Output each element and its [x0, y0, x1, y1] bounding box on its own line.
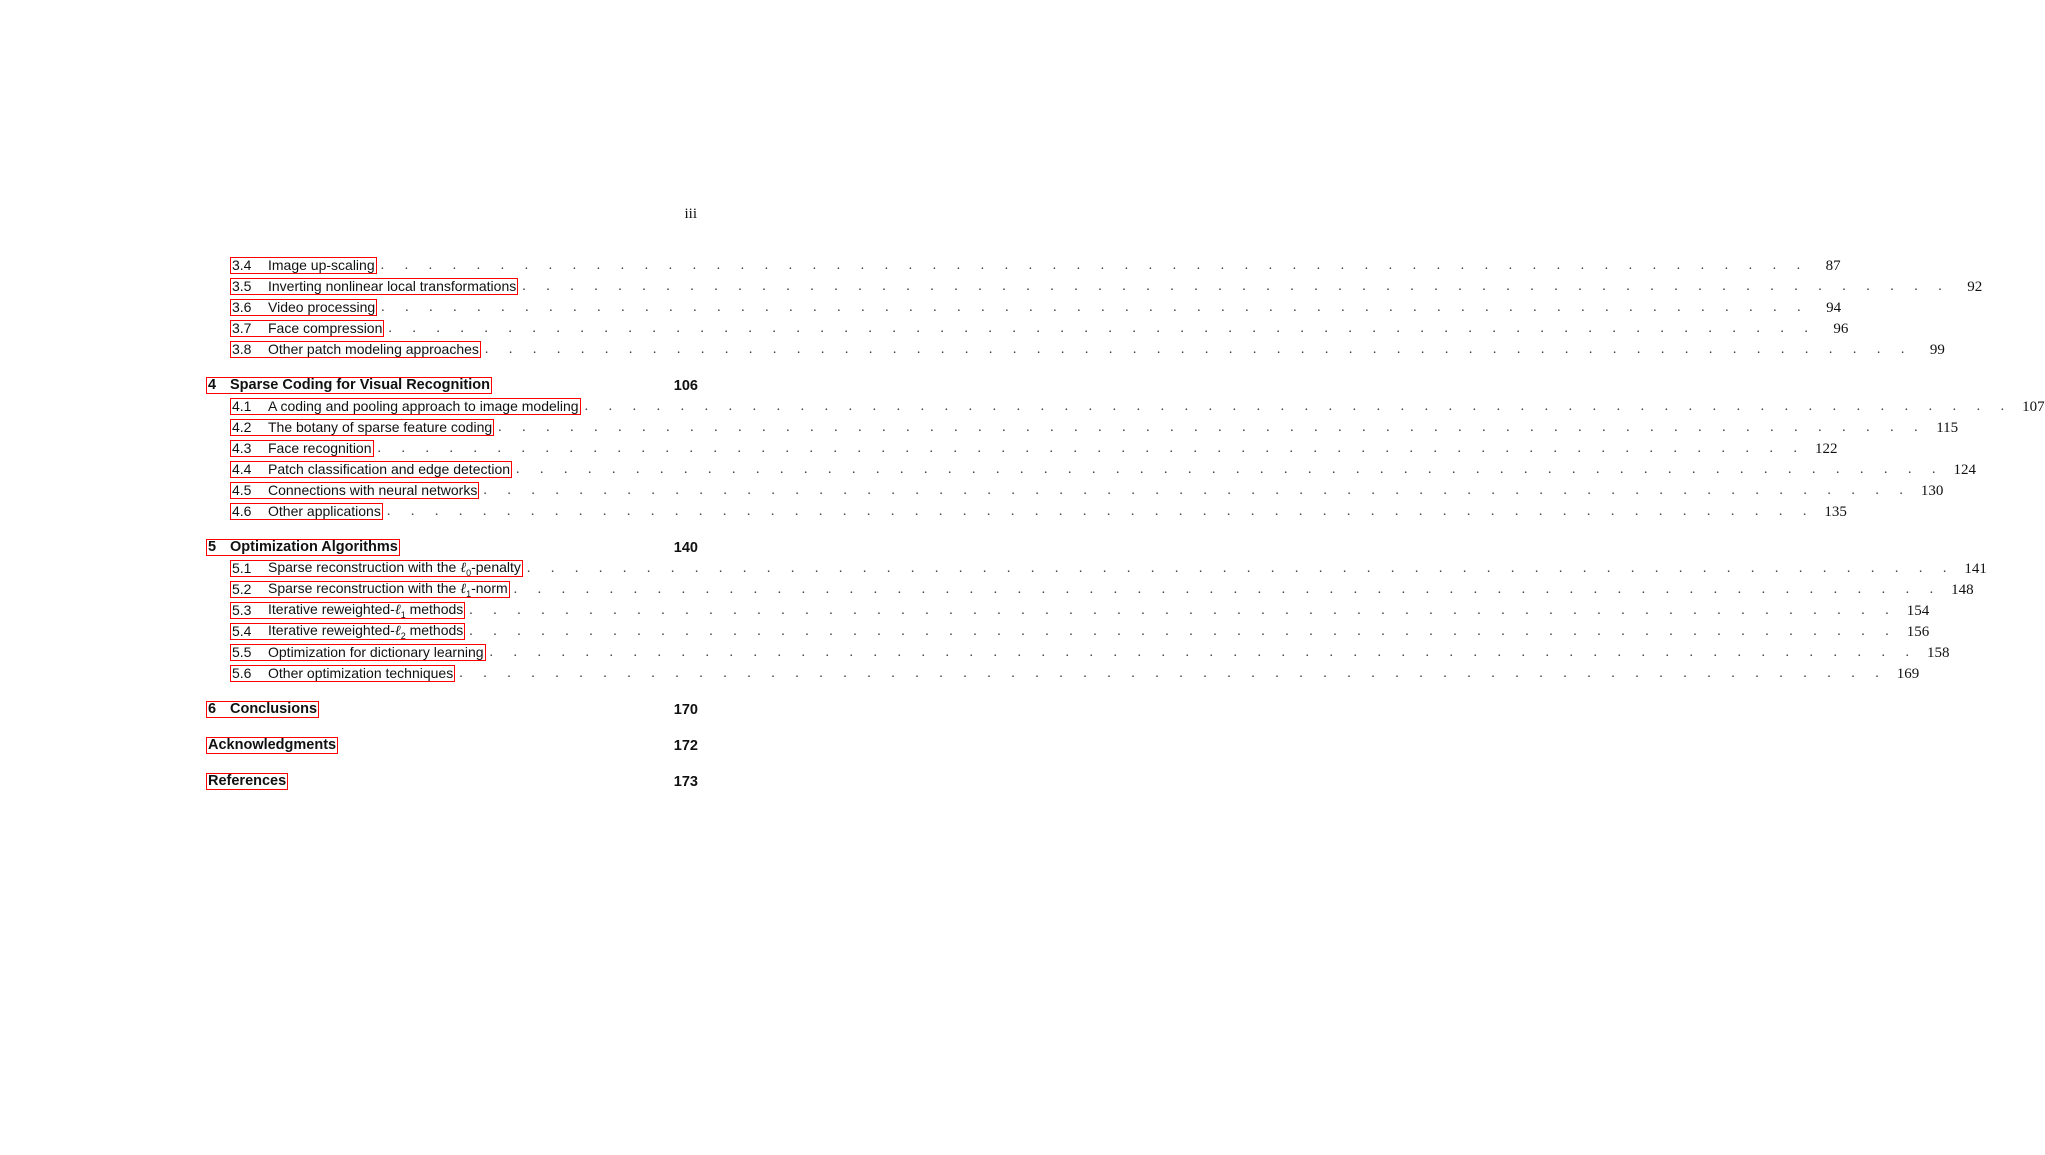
toc-entry-title-part: Sparse reconstruction with the: [268, 559, 461, 575]
toc-page-number: 87: [1825, 258, 1841, 274]
toc-entry-number: 3.4: [232, 257, 252, 273]
toc-entry-title: A coding and pooling approach to image modeling: [268, 398, 579, 414]
toc-chapter-entry: [208, 697, 698, 718]
toc-section-entry: [208, 394, 2045, 415]
toc-page-number: 172: [673, 738, 698, 754]
toc-page-number: 173: [673, 774, 698, 790]
toc-link[interactable]: [230, 278, 518, 295]
toc-page-number: 96: [1833, 321, 1849, 337]
toc-entry-title-part: Iterative reweighted-: [268, 601, 395, 617]
toc-entry-title: Video processing: [268, 299, 376, 315]
toc-section-entry: [208, 415, 1959, 436]
toc-entry-title: Optimization for dictionary learning: [268, 644, 484, 660]
toc-link[interactable]: [230, 644, 486, 661]
dot-leader: . . . . . . . . . . . . . . . . . . . . . . . . . . . . . . . . . . . . . . . . . . . . . . . . . . . . . . . . . . . .: [516, 462, 1945, 477]
toc-section-entry: [208, 337, 1945, 358]
toc-link[interactable]: [230, 419, 494, 436]
toc-entry-title: [268, 601, 463, 618]
toc-page-number: 124: [1953, 462, 1977, 478]
dot-leader: . . . . . . . . . . . . . . . . . . . . . . . . . . . . . . . . . . . . . . . . . . . . . . . . . . . . . . . . . . . .: [381, 300, 1810, 315]
toc-link[interactable]: [206, 539, 400, 556]
toc-entry-title: [268, 559, 521, 576]
toc-page-number: 148: [1951, 582, 1974, 598]
toc-entry-title: Acknowledgments: [208, 737, 337, 753]
math-subscript: 0: [466, 567, 472, 578]
dot-leader: . . . . . . . . . . . . . . . . . . . . . . . . . . . . . . . . . . . . . . . . . . . . . . . . . . . . . . . . . . . .: [388, 321, 1817, 336]
toc-link[interactable]: [206, 737, 338, 754]
toc-section-entry: [208, 436, 1838, 457]
toc-page-number: 169: [1896, 666, 1920, 682]
toc-link[interactable]: [230, 299, 377, 316]
toc-entry-title-part: -norm: [471, 580, 508, 596]
toc-entry-number: 6: [208, 701, 217, 717]
toc-entry-number: 3.7: [232, 320, 252, 336]
math-subscript: 1: [400, 609, 406, 620]
toc-entry-title: [268, 580, 508, 597]
math-ell-symbol: ℓ: [394, 623, 401, 639]
toc-entry-number: 3.5: [232, 278, 252, 294]
toc-link[interactable]: [230, 482, 479, 499]
toc-section-entry: [208, 274, 1983, 295]
toc-entry-number: 4.3: [232, 440, 252, 456]
table-of-contents: [208, 253, 2045, 790]
toc-link[interactable]: [230, 320, 384, 337]
dot-leader: . . . . . . . . . . . . . . . . . . . . . . . . . . . . . . . . . . . . . . . . . . . . . . . . . . . . . . . . . . . .: [522, 279, 1951, 294]
dot-leader: . . . . . . . . . . . . . . . . . . . . . . . . . . . . . . . . . . . . . . . . . . . . . . . . . . . . . . . . . . . .: [584, 399, 2013, 414]
toc-section-entry: [208, 556, 1987, 578]
toc-section-entry: [208, 478, 1944, 499]
toc-section-entry: [208, 661, 1920, 682]
toc-page-number: 158: [1927, 645, 1950, 661]
toc-link[interactable]: [230, 560, 523, 577]
math-ell-symbol: ℓ: [394, 602, 401, 618]
toc-link[interactable]: [230, 503, 383, 520]
toc-page-number: 135: [1824, 504, 1847, 520]
toc-page-number: 130: [1920, 483, 1944, 499]
toc-entry-number: 5.2: [232, 581, 252, 597]
toc-page-number: 107: [2022, 399, 2045, 415]
toc-entry-title: Optimization Algorithms: [230, 539, 398, 555]
dot-leader: . . . . . . . . . . . . . . . . . . . . . . . . . . . . . . . . . . . . . . . . . . . . . . . . . . . . . . . . . . . .: [386, 504, 1815, 519]
toc-entry-title: Conclusions: [230, 701, 318, 717]
toc-entry-number: 4.1: [232, 398, 252, 414]
toc-page-number: 122: [1815, 441, 1838, 457]
toc-entry-number: 4: [208, 377, 217, 393]
dot-leader: . . . . . . . . . . . . . . . . . . . . . . . . . . . . . . . . . . . . . . . . . . . . . . . . . . . . . . . . . . . .: [513, 582, 1942, 597]
toc-link[interactable]: [230, 602, 465, 619]
toc-section-entry: [208, 577, 1974, 599]
toc-entry-number: 5.3: [232, 602, 252, 618]
math-ell-symbol: ℓ: [460, 560, 467, 576]
toc-entry-number: 5.5: [232, 644, 252, 660]
toc-page-number: 141: [1964, 561, 1987, 577]
toc-link[interactable]: [206, 377, 492, 394]
toc-entry-number: 4.5: [232, 482, 252, 498]
toc-page-number: 94: [1826, 300, 1842, 316]
toc-section-entry: [208, 598, 1930, 620]
toc-section-entry: [208, 640, 1950, 661]
dot-leader: . . . . . . . . . . . . . . . . . . . . . . . . . . . . . . . . . . . . . . . . . . . . . . . . . . . . . . . . . . . .: [484, 342, 1913, 357]
toc-entry-title-part: -penalty: [471, 559, 521, 575]
toc-entry-number: 5: [208, 539, 217, 555]
dot-leader: . . . . . . . . . . . . . . . . . . . . . . . . . . . . . . . . . . . . . . . . . . . . . . . . . . . . . . . . . . . .: [380, 258, 1809, 273]
toc-section-entry: [208, 253, 1841, 274]
toc-section-entry: [208, 295, 1842, 316]
page-number: iii: [684, 206, 697, 222]
toc-entry-title: Other applications: [268, 503, 381, 519]
dot-leader: . . . . . . . . . . . . . . . . . . . . . . . . . . . . . . . . . . . . . . . . . . . . . . . . . . . . . . . . . . . .: [483, 483, 1912, 498]
dot-leader: . . . . . . . . . . . . . . . . . . . . . . . . . . . . . . . . . . . . . . . . . . . . . . . . . . . . . . . . . . . .: [469, 603, 1898, 618]
toc-link[interactable]: [230, 581, 510, 598]
toc-entry-title: References: [208, 773, 287, 789]
math-subscript: 2: [400, 630, 406, 641]
toc-entry-number: 4.6: [232, 503, 252, 519]
toc-entry-title: Face compression: [268, 320, 383, 336]
dot-leader: . . . . . . . . . . . . . . . . . . . . . . . . . . . . . . . . . . . . . . . . . . . . . . . . . . . . . . . . . . . .: [498, 420, 1927, 435]
toc-entry-number: 4.4: [232, 461, 252, 477]
toc-entry-title: Connections with neural networks: [268, 482, 478, 498]
toc-link[interactable]: [206, 773, 288, 790]
dot-leader: . . . . . . . . . . . . . . . . . . . . . . . . . . . . . . . . . . . . . . . . . . . . . . . . . . . . . . . . . . . .: [377, 441, 1806, 456]
toc-page-number: 170: [673, 702, 698, 718]
toc-link[interactable]: [230, 461, 512, 478]
math-subscript: 1: [466, 588, 472, 599]
toc-entry-number: 4.2: [232, 419, 252, 435]
toc-page-number: 154: [1906, 603, 1930, 619]
dot-leader: . . . . . . . . . . . . . . . . . . . . . . . . . . . . . . . . . . . . . . . . . . . . . . . . . . . . . . . . . . . .: [526, 561, 1955, 576]
toc-section-entry: [208, 499, 1847, 520]
toc-entry-number: 3.8: [232, 341, 252, 357]
toc-entry-title: The botany of sparse feature coding: [268, 419, 493, 435]
toc-link[interactable]: [230, 341, 481, 358]
toc-page-number: 115: [1936, 420, 1959, 436]
toc-entry-title: [268, 622, 463, 639]
toc-entry-title: Inverting nonlinear local transformations: [268, 278, 517, 294]
toc-entry-title-part: Iterative reweighted-: [268, 622, 395, 638]
math-ell-symbol: ℓ: [460, 581, 467, 597]
toc-chapter-entry: [208, 373, 698, 394]
dot-leader: . . . . . . . . . . . . . . . . . . . . . . . . . . . . . . . . . . . . . . . . . . . . . . . . . . . . . . . . . . . .: [489, 645, 1918, 660]
toc-entry-title: Face recognition: [268, 440, 372, 456]
toc-link[interactable]: [206, 701, 319, 718]
toc-chapter-entry: [208, 535, 698, 556]
toc-link[interactable]: [230, 257, 377, 274]
toc-section-entry: [208, 316, 1849, 337]
toc-entry-title: Patch classification and edge detection: [268, 461, 511, 477]
toc-entry-title: Other optimization techniques: [268, 665, 454, 681]
toc-section-entry: [208, 457, 1977, 478]
toc-entry-number: 5.1: [232, 560, 252, 576]
toc-section-entry: [208, 619, 1930, 641]
toc-link[interactable]: [230, 440, 374, 457]
toc-entry-number: 3.6: [232, 299, 252, 315]
toc-entry-title-part: methods: [405, 622, 464, 638]
toc-entry-number: 5.4: [232, 623, 252, 639]
dot-leader: . . . . . . . . . . . . . . . . . . . . . . . . . . . . . . . . . . . . . . . . . . . . . . . . . . . . . . . . . . . .: [469, 624, 1898, 639]
toc-link[interactable]: [230, 398, 581, 415]
toc-page-number: 92: [1967, 279, 1983, 295]
toc-entry-number: 5.6: [232, 665, 252, 681]
toc-entry-title-part: methods: [405, 601, 464, 617]
dot-leader: . . . . . . . . . . . . . . . . . . . . . . . . . . . . . . . . . . . . . . . . . . . . . . . . . . . . . . . . . . . .: [459, 666, 1888, 681]
toc-link[interactable]: [230, 665, 455, 682]
toc-chapter-entry: [208, 769, 698, 790]
toc-page-number: 156: [1906, 624, 1930, 640]
toc-entry-title: Image up-scaling: [268, 257, 375, 273]
toc-entry-title-part: Sparse reconstruction with the: [268, 580, 461, 596]
toc-page-number: 106: [673, 378, 698, 394]
toc-entry-title: Other patch modeling approaches: [268, 341, 479, 357]
toc-entry-title: Sparse Coding for Visual Recognition: [230, 377, 490, 393]
toc-page-number: 140: [673, 540, 698, 556]
toc-link[interactable]: [230, 623, 465, 640]
toc-chapter-entry: [208, 733, 698, 754]
toc-page-number: 99: [1929, 342, 1945, 358]
